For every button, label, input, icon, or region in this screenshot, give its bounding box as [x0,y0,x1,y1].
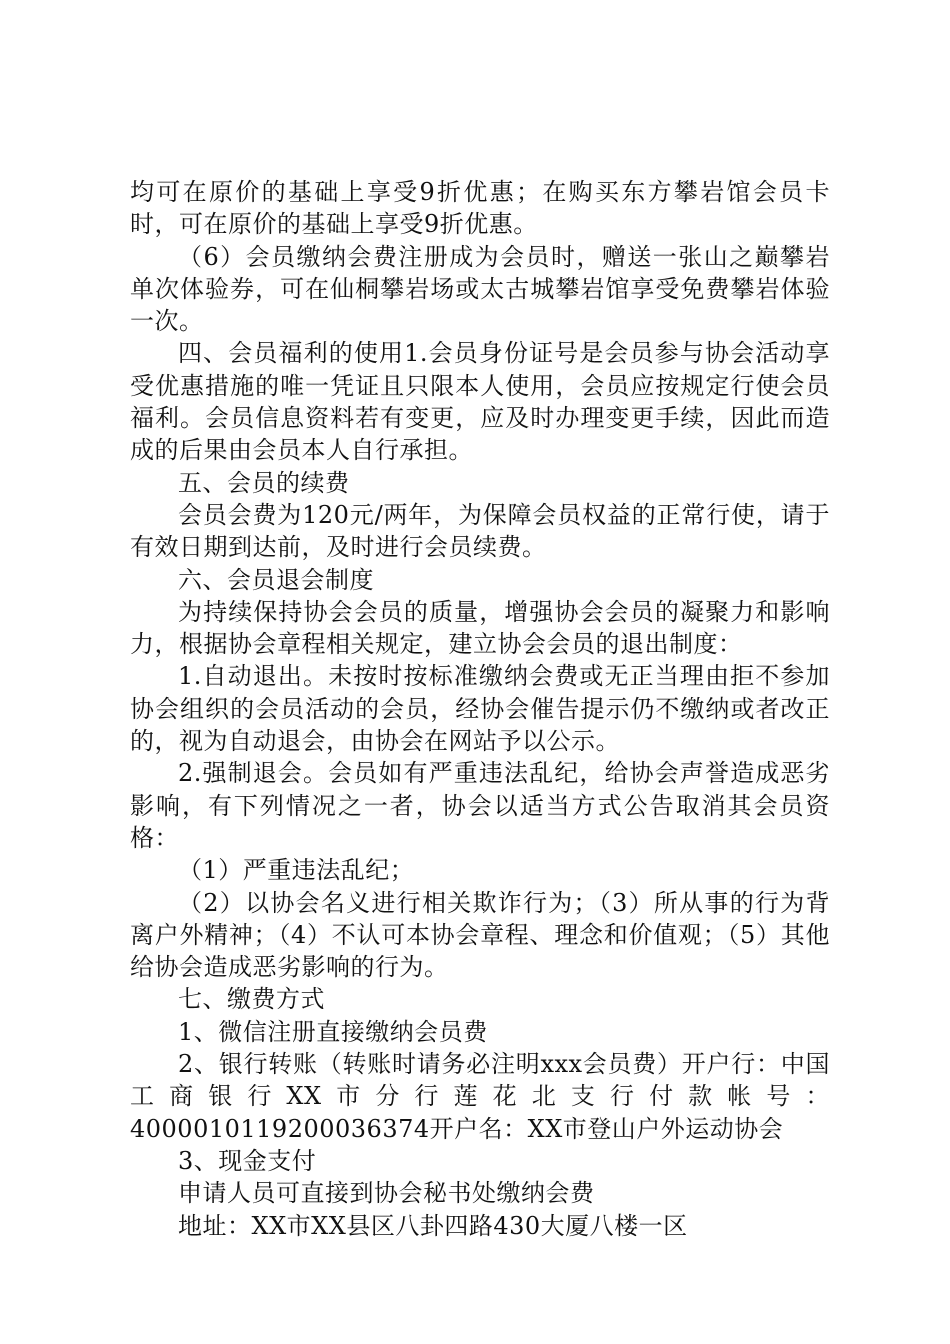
paragraph-withdrawal-intro: 为持续保持协会会员的质量，增强协会会员的凝聚力和影响力，根据协会章程相关规定，建立协会会员的退出制度： [130,597,830,659]
paragraph-payment-wechat: 1、微信注册直接缴纳会员费 [178,1017,488,1046]
paragraph-case-1: （1）严重违法乱纪； [178,856,415,885]
paragraph-auto-withdrawal: 1.自动退出。未按时按标准缴纳会费或无正当理由拒不参加协会组织的会员活动的会员，经协会催告提示仍不缴纳或者改正的，视为自动退会，由协会在网站予以公示。 [130,662,830,756]
heading-section-6: 六、会员退会制度 [178,565,374,594]
paragraph-address: 地址：XX市XX县区八卦四路430大厦八楼一区 [178,1211,688,1240]
heading-section-5: 五、会员的续费 [178,468,350,497]
paragraph-section-4: 四、会员福利的使用1.会员身份证号是会员参与协会活动享受优惠措施的唯一凭证且只限本人使用，会员应按规定行使会员福利。会员信息资料若有变更，应及时办理变更手续，因此而造成的后果由会员本人自行承担。 [130,339,830,465]
document-body [130,176,830,1242]
paragraph-payment-cash: 3、现金支付 [178,1146,317,1175]
heading-section-7: 七、缴费方式 [178,985,325,1014]
paragraph-forced-withdrawal: 2.强制退会。会员如有严重违法乱纪，给协会声誉造成恶劣影响，有下列情况之一者，协会以适当方式公告取消其会员资格： [130,759,830,852]
paragraph-item-6: （6）会员缴纳会费注册成为会员时，赠送一张山之巅攀岩单次体验券，可在仙桐攀岩场或太古城攀岩馆享受免费攀岩体验一次。 [130,242,830,336]
paragraph-cases-2-5: （2）以协会名义进行相关欺诈行为；（3）所从事的行为背离户外精神；（4）不认可本协会章程、理念和价值观；（5）其他给协会造成恶劣影响的行为。 [130,888,830,982]
paragraph-payment-bank: 2、银行转账（转账时请务必注明xxx会员费）开户行：中国工商银行XX市分行莲花北支行付款帐号：4000010119200036374开户名：XX市登山户外运动协会 [130,1050,830,1143]
paragraph-cash-location: 申请人员可直接到协会秘书处缴纳会费 [178,1179,595,1208]
paragraph-discount-continued: 均可在原价的基础上享受9折优惠；在购买东方攀岩馆会员卡时，可在原价的基础上享受9折优惠。 [130,178,830,239]
paragraph-renewal: 会员会费为120元/两年，为保障会员权益的正常行使，请于有效日期到达前，及时进行会员续费。 [130,500,830,562]
